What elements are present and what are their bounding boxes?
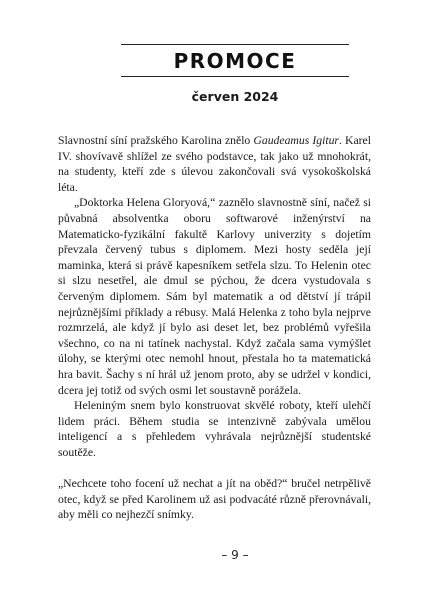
paragraph: Heleniným snem bylo konstruovat skvělé roboty, kteří ulehčí lidem práci. Během studia se intenzivně zabývala umělou inteligencí a s přehledem vyhrávala nejrůznější studentské soutěže. bbox=[58, 399, 371, 459]
title-rule-top bbox=[121, 44, 349, 45]
paragraph-text-rest: . Karel IV. shovívavě shlížel ze svého podstavce, tak jako už mnohokrát, na studenty, kteří zde s úlevou zakončovali svá vysokoškolská léta. bbox=[58, 134, 371, 194]
chapter-date: červen 2024 bbox=[191, 89, 279, 104]
title-rule-bottom bbox=[121, 76, 349, 77]
paragraph: „Nechcete toho focení už nechat a jít na oběd?“ bručel netrpělivě otec, když se před Karolinem už asi podvacáté různě přerovnávali, aby měli co nejhezčí snímky. bbox=[58, 477, 371, 522]
chapter-body bbox=[58, 133, 371, 523]
page-number: – 9 – bbox=[221, 548, 249, 562]
song-title: Gaudeamus Igitur bbox=[253, 134, 339, 147]
paragraph-text-lead: Slavnostní síní pražského Karolina znělo bbox=[58, 134, 254, 147]
paragraph bbox=[58, 133, 371, 195]
paragraph: „Doktorka Helena Gloryová,“ zaznělo slavnostně síní, načež si půvabná absolventka oboru softwarové inženýrství na Matematicko-fyzikální fakultě Karlovy univerzity s dojetím převzala červený tubus s diplomem. Mezi hosty seděla její maminka, která si právě kapesníkem setřela slzu. To Helenin otec si slzu nesetřel, ale dmul se pýchou, že dcera vystudovala s červeným diplomem. Sám byl matematik a od dětství jí trápil nejrůznějšími příklady a rébusy. Malá Helenka z toho byla nejprve rozmrzelá, ale když jí bylo asi deset let, bez problémů vyřešila všechno, co na ni tatínek nachystal. Když začala sama vymýšlet úlohy, se kterými otec nemohl hnout, přestala ho ta matematická hra bavit. Šachy s ní hrál už jenom proto, aby se udržel v kondici, dcera jej totiž od svých osmi let soustavně porážela. bbox=[58, 196, 371, 397]
chapter-title: PROMOCE bbox=[173, 49, 297, 73]
